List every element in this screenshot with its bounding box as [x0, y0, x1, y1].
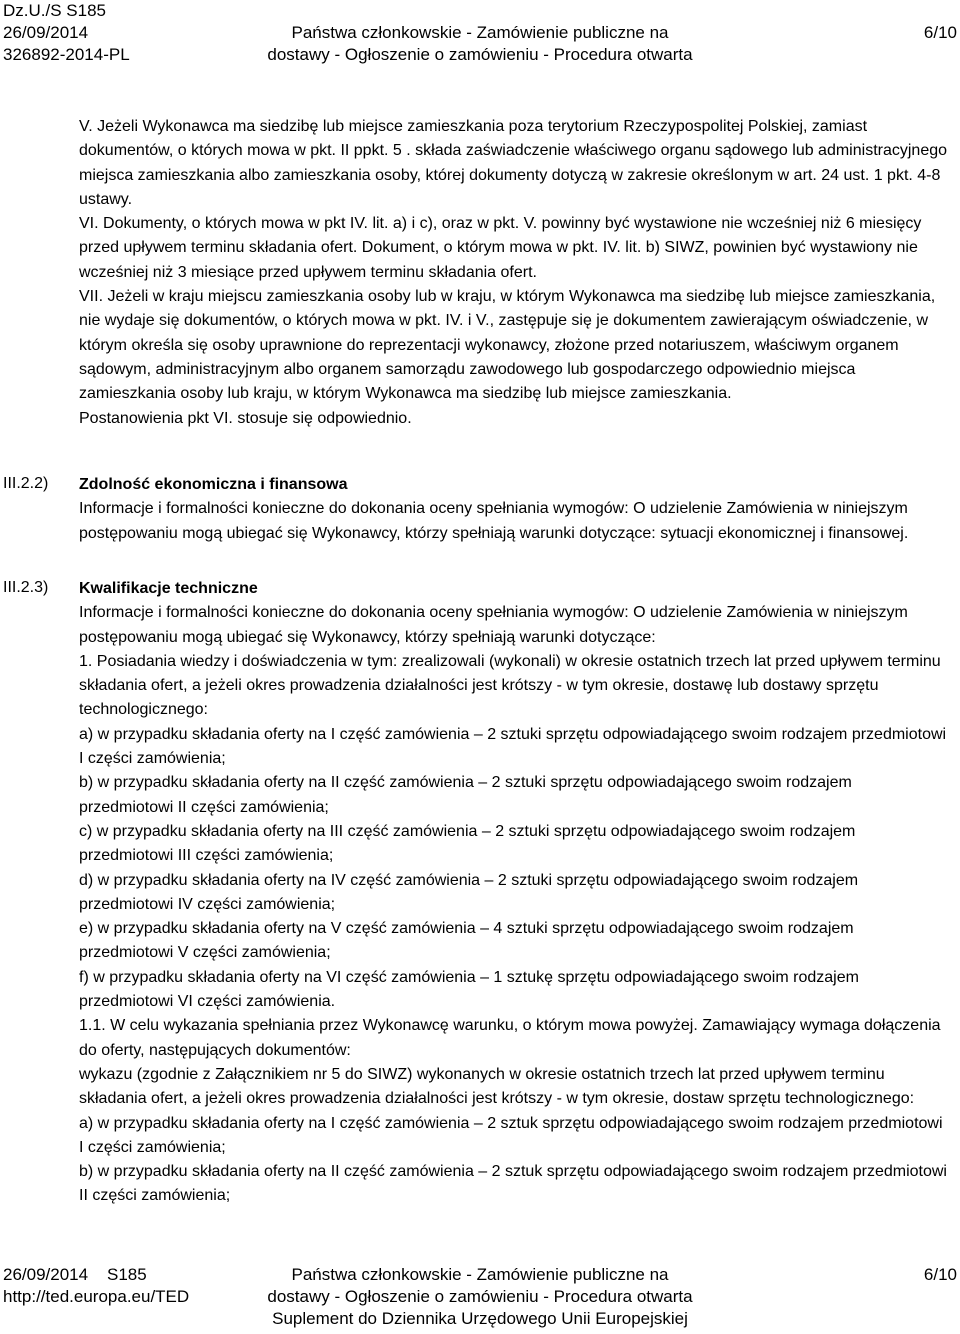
list-item: f) w przypadku składania oferty na VI część zamówienia – 1 sztukę sprzętu odpowiadającego swoim rodzajem przedmiotowi VI części zamówienia. — [79, 968, 859, 1011]
footer-title-line1: Państwa członkowskie - Zamówienie publiczne na — [291, 1265, 669, 1284]
section-technical — [79, 577, 949, 1209]
footer-supplement: Suplement do Dziennika Urzędowego Unii Europejskiej — [272, 1309, 688, 1328]
list-item: b) w przypadku składania oferty na II część zamówienia – 2 sztuki sprzętu odpowiadającego swoim rodzajem przedmiotowi II części zamówienia; — [79, 774, 852, 816]
footer-right — [924, 1264, 957, 1286]
header-right — [924, 0, 957, 44]
page-header — [0, 0, 960, 68]
footer-page-number: 6/10 — [923, 1265, 957, 1284]
list-item: b) w przypadku składania oferty na II część zamówienia – 2 sztuk sprzętu odpowiadającego swoim rodzajem przedmiotowi II części zamówienia; — [79, 1163, 947, 1205]
header-date: 26/09/2014 — [3, 23, 89, 42]
header-notice-id: 326892-2014-PL — [3, 45, 130, 64]
list-item: c) w przypadku składania oferty na III część zamówienia – 2 sztuki sprzętu odpowiadającego swoim rodzajem przedmiotowi III części zamówienia; — [79, 822, 856, 865]
paragraph: Informacje i formalności konieczne do dokonania oceny spełniania wymogów: O udzielenie Zamówienia w niniejszym postępowaniu mogą ubiegać się Wykonawcy, którzy spełniają warunki dotyczące: — [79, 604, 908, 646]
section-heading: Zdolność ekonomiczna i finansowa — [79, 476, 348, 493]
page-footer — [0, 1264, 960, 1334]
list-item: a) w przypadku składania oferty na I część zamówienia – 2 sztuk sprzętu odpowiadającego swoim rodzajem przedmiotowi I części zamówienia; — [79, 1114, 943, 1156]
paragraph: VII. Jeżeli w kraju miejscu zamieszkania osoby lub w kraju, w którym Wykonawca ma siedzibę lub miejsce zamieszkania, nie wydaje się dokumentów, o których mowa w pkt. IV. i V., zastępuje się je dokumentem zawierającym oświadczenie, w którym określa się osoby uprawnione do reprezentacji wykonawcy, złożone przed notariuszem, właściwym organem sądowym, administracyjnym albo organem samorządu zawodowego lub gospodarczego odpowiednio miejsca zamieszkania osoby lub kraju, w którym Wykonawca ma siedzibę lub miejsce zamieszkania. — [79, 288, 936, 403]
paragraph: wykazu (zgodnie z Załącznikiem nr 5 do SIWZ) wykonanych w okresie ostatnich trzech lat przed upływem terminu składania ofert, a jeżeli okres prowadzenia działalności jest krótszy - w tym okresie, dostaw sprzętu technologicznego: — [79, 1065, 915, 1108]
list-item: a) w przypadku składania oferty na I część zamówienia – 2 sztuki sprzętu odpowiadającego swoim rodzajem przedmiotowi I części zamówienia; — [79, 725, 947, 768]
requirements-block — [79, 115, 949, 431]
paragraph: V. Jeżeli Wykonawca ma siedzibę lub miejsce zamieszkania poza terytorium Rzeczypospolitej Polskiej, zamiast dokumentów, o których mowa w pkt. II ppkt. 5 . składa zaświadczenie właściwego organu sądowego lub administracyjnego miejsca zamieszkania albo zamieszkania osoby, której dokumenty dotyczą w zakresie określonym w art. 24 ust. 1 pkt. 4-8 ustawy. — [79, 118, 948, 208]
paragraph: Informacje i formalności konieczne do dokonania oceny spełniania wymogów: O udzielenie Zamówienia w niniejszym postępowaniu mogą ubiegać się Wykonawcy, którzy spełniają warunki dotyczące: sytuacji ekonomicznej i finansowej. — [79, 500, 909, 542]
footer-center — [0, 1264, 960, 1330]
footer-url-link[interactable]: http://ted.europa.eu/TED — [3, 1287, 190, 1306]
paragraph: 1.1. W celu wykazania spełniania przez Wykonawcę warunku, o którym mowa powyżej. Zamawiający wymaga dołączenia do oferty, następujących dokumentów: — [79, 1017, 941, 1059]
paragraph: 1. Posiadania wiedzy i doświadczenia w tym: zrealizowali (wykonali) w okresie ostatnich trzech lat przed upływem terminu składania ofert, a jeżeli okres prowadzenia działalności jest krótszy - w tym okresie, dostawę lub dostawy sprzętu technologicznego: — [79, 652, 941, 719]
list-item: e) w przypadku składania oferty na V część zamówienia – 4 sztuki sprzętu odpowiadającego swoim rodzajem przedmiotowi V części zamówienia; — [79, 920, 854, 962]
header-title-line2: dostawy - Ogłoszenie o zamówieniu - Procedura otwarta — [267, 45, 693, 64]
paragraph: Postanowienia pkt VI. stosuje się odpowiednio. — [79, 409, 412, 427]
footer-title-line2: dostawy - Ogłoszenie o zamówieniu - Procedura otwarta — [267, 1287, 693, 1306]
paragraph: VI. Dokumenty, o których mowa w pkt IV. lit. a) i c), oraz w pkt. V. powinny być wystawione nie wcześniej niż 6 miesięcy przed upływem terminu składania ofert. Dokument, o którym mowa w pkt. IV. lit. b) SIWZ, powinien być wystawiony nie wcześniej niż 3 miesiące przed upływem terminu składania ofert. — [79, 215, 922, 281]
section-economic-financial — [79, 473, 949, 546]
section-label-technical: III.2.3) — [3, 579, 49, 596]
header-journal-ref: Dz.U./S S185 — [3, 1, 106, 20]
section-label-economic: III.2.2) — [3, 475, 49, 492]
footer-date-series: 26/09/2014 S185 — [3, 1265, 147, 1284]
header-center — [0, 0, 960, 66]
section-heading: Kwalifikacje techniczne — [79, 580, 258, 597]
list-item: d) w przypadku składania oferty na IV część zamówienia – 2 sztuki sprzętu odpowiadającego swoim rodzajem przedmiotowi IV części zamówienia; — [79, 871, 859, 913]
header-title-line1: Państwa członkowskie - Zamówienie publiczne na — [291, 23, 669, 42]
header-page-number: 6/10 — [923, 23, 957, 42]
